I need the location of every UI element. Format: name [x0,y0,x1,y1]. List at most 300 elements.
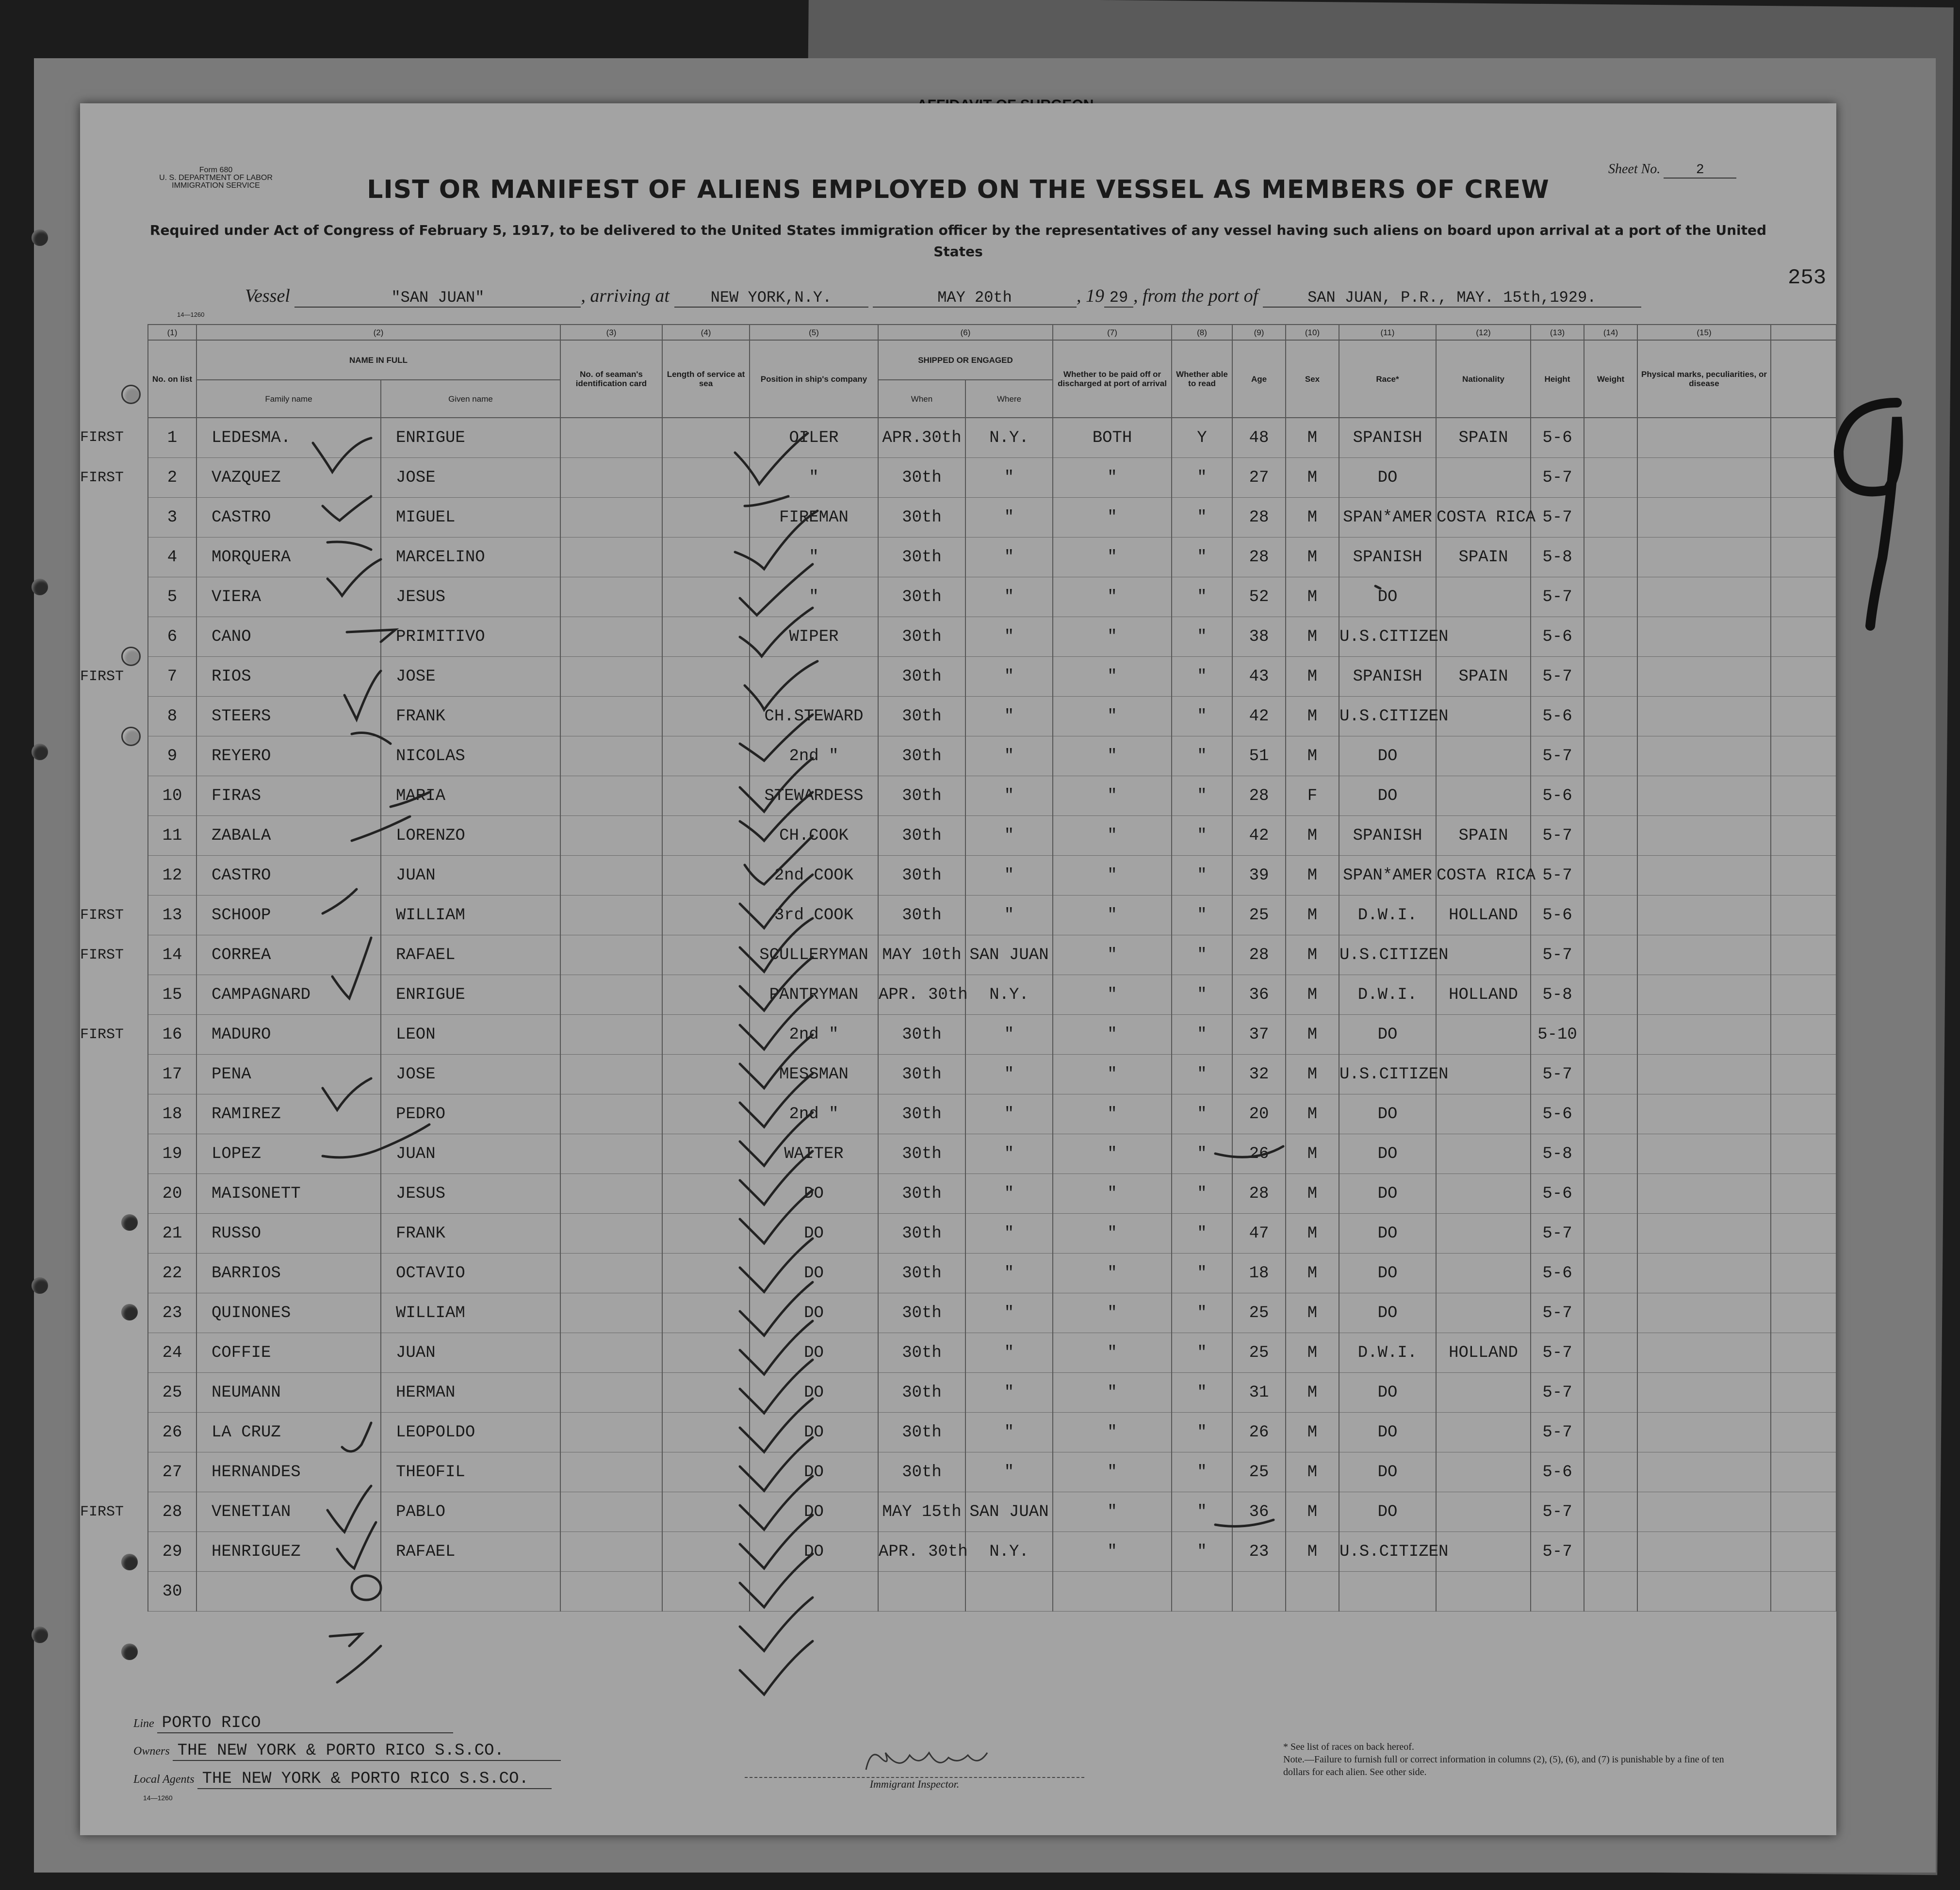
row-weight [1584,1254,1637,1293]
row-number: 26 [148,1413,196,1452]
row-number: 3 [148,498,196,538]
table-row [80,1532,1836,1572]
table-row [80,975,1836,1015]
col-num-13: (13) [1531,325,1584,340]
vessel-label: Vessel [245,286,290,306]
row-nationality [1436,617,1531,657]
row-position: DO [750,1492,878,1532]
form-number: Form 680 U. S. DEPARTMENT OF LABOR IMMIGRATION SERVICE [159,166,273,190]
col-num-3: (3) [560,325,662,340]
row-seaman-card [560,577,662,617]
row-able-read: " [1172,657,1232,697]
row-family-name: CORREA [196,935,381,975]
row-able-read: " [1172,896,1232,935]
row-given-name: PEDRO [381,1094,560,1134]
row-nationality [1436,1492,1531,1532]
row-where: " [965,498,1053,538]
arrival-year: 29 [1104,289,1133,308]
row-age: 42 [1232,816,1286,856]
row-when: 30th [878,1293,965,1333]
table-row [80,538,1836,577]
row-weight [1584,935,1637,975]
row-weight [1584,697,1637,736]
row-age: 28 [1232,538,1286,577]
row-given-name: JOSE [381,1055,560,1094]
table-row [80,896,1836,935]
row-height: 5-8 [1531,538,1584,577]
row-length-service [662,1134,750,1174]
table-row [80,1134,1836,1174]
row-height: 5-7 [1531,1333,1584,1373]
row-mark: FIRST [80,1492,148,1532]
row-physical-marks [1637,1333,1771,1373]
row-family-name: COFFIE [196,1333,381,1373]
row-family-name: HENRIGUEZ [196,1532,381,1572]
row-physical-marks [1637,1055,1771,1094]
row-race: SPANISH [1339,816,1436,856]
row-mark [80,1134,148,1174]
table-row [80,498,1836,538]
row-number: 27 [148,1452,196,1492]
row-race: DO [1339,1015,1436,1055]
row-mark [80,1333,148,1373]
row-nationality: HOLLAND [1436,1333,1531,1373]
row-number: 23 [148,1293,196,1333]
row-physical-marks [1637,1532,1771,1572]
row-height: 5-6 [1531,1254,1584,1293]
row-seaman-card [560,1293,662,1333]
row-paid-off: " [1053,498,1172,538]
row-given-name: ENRIGUE [381,975,560,1015]
footer-notes [1283,1741,1744,1778]
row-weight [1584,1413,1637,1452]
row-mark [80,1214,148,1254]
row-physical-marks [1637,538,1771,577]
row-seaman-card [560,1413,662,1452]
row-able-read: " [1172,1333,1232,1373]
row-extra [1771,1134,1836,1174]
row-race: DO [1339,1214,1436,1254]
row-nationality: SPAIN [1436,816,1531,856]
row-height: 5-7 [1531,657,1584,697]
row-length-service [662,776,750,816]
row-number: 9 [148,736,196,776]
row-number: 13 [148,896,196,935]
row-nationality [1436,458,1531,498]
row-given-name: PABLO [381,1492,560,1532]
row-where: " [965,896,1053,935]
row-paid-off: BOTH [1053,418,1172,458]
footer-agents: Local Agents THE NEW YORK & PORTO RICO S.S.CO. [133,1770,552,1789]
vessel-name: "SAN JUAN" [294,289,581,308]
col-paid-off: Whether to be paid off or discharged at port of arrival [1053,340,1172,418]
row-weight [1584,1015,1637,1055]
row-paid-off: " [1053,577,1172,617]
col-length-service: Length of service at sea [662,340,750,418]
row-family-name: QUINONES [196,1293,381,1333]
col-shipped: SHIPPED OR ENGAGED [878,340,1053,380]
table-row [80,816,1836,856]
row-when: 30th [878,458,965,498]
row-age: 27 [1232,458,1286,498]
row-number: 19 [148,1134,196,1174]
row-race: DO [1339,1174,1436,1214]
col-num-5: (5) [750,325,878,340]
row-when: 30th [878,816,965,856]
col-seaman-card: No. of seaman's identification card [560,340,662,418]
row-family-name: STEERS [196,697,381,736]
row-weight [1584,776,1637,816]
row-age: 31 [1232,1373,1286,1413]
row-race: D.W.I. [1339,896,1436,935]
row-mark: FIRST [80,896,148,935]
row-height: 5-7 [1531,1532,1584,1572]
row-seaman-card [560,816,662,856]
row-when: 30th [878,697,965,736]
row-where: " [965,617,1053,657]
row-able-read: " [1172,856,1232,896]
row-height: 5-6 [1531,418,1584,458]
row-sex: M [1286,1492,1339,1532]
row-when: 30th [878,1452,965,1492]
vessel-line [245,285,1641,308]
owners-value: THE NEW YORK & PORTO RICO S.S.CO. [173,1742,561,1761]
punch-hole [32,1627,48,1643]
row-weight [1584,856,1637,896]
row-weight [1584,816,1637,856]
row-weight [1584,1532,1637,1572]
row-height: 5-7 [1531,816,1584,856]
row-weight [1584,617,1637,657]
arrival-port: NEW YORK,N.Y. [674,289,868,308]
row-age: 42 [1232,697,1286,736]
row-where: " [965,1134,1053,1174]
row-number: 15 [148,975,196,1015]
row-extra [1771,1094,1836,1134]
row-when [878,1572,965,1612]
row-sex: M [1286,1373,1339,1413]
row-where: " [965,1452,1053,1492]
row-mark: FIRST [80,1015,148,1055]
row-paid-off: " [1053,1333,1172,1373]
row-weight [1584,1373,1637,1413]
row-family-name: MADURO [196,1015,381,1055]
row-mark [80,975,148,1015]
row-number: 22 [148,1254,196,1293]
row-height: 5-7 [1531,1293,1584,1333]
col-num-9: (9) [1232,325,1286,340]
table-row [80,1015,1836,1055]
row-weight [1584,1094,1637,1134]
col-physical-marks: Physical marks, peculiarities, or disease [1637,340,1771,418]
row-extra [1771,856,1836,896]
row-physical-marks [1637,1214,1771,1254]
row-sex: F [1286,776,1339,816]
row-position [750,657,878,697]
row-race: D.W.I. [1339,1333,1436,1373]
row-position: " [750,538,878,577]
row-paid-off: " [1053,1532,1172,1572]
row-extra [1771,697,1836,736]
row-able-read: " [1172,498,1232,538]
row-when: 30th [878,1015,965,1055]
row-extra [1771,975,1836,1015]
row-age: 36 [1232,975,1286,1015]
row-where: " [965,776,1053,816]
row-number: 4 [148,538,196,577]
row-age [1232,1572,1286,1612]
row-race: U.S.CITIZEN [1339,1532,1436,1572]
row-physical-marks [1637,1015,1771,1055]
table-row [80,1373,1836,1413]
row-physical-marks [1637,736,1771,776]
row-sex: M [1286,736,1339,776]
row-family-name: RUSSO [196,1214,381,1254]
footer-line: Line PORTO RICO [133,1714,453,1733]
row-able-read: " [1172,1452,1232,1492]
row-physical-marks [1637,1413,1771,1452]
row-number: 20 [148,1174,196,1214]
row-nationality [1436,935,1531,975]
row-where: " [965,1254,1053,1293]
row-age: 25 [1232,1293,1286,1333]
row-mark [80,617,148,657]
row-number: 12 [148,856,196,896]
row-length-service [662,736,750,776]
row-family-name: VIERA [196,577,381,617]
row-length-service [662,896,750,935]
col-num-10: (10) [1286,325,1339,340]
row-when: 30th [878,856,965,896]
sheet-label: Sheet No. [1608,162,1661,177]
row-extra [1771,1373,1836,1413]
row-able-read: " [1172,458,1232,498]
row-physical-marks [1637,896,1771,935]
row-extra [1771,1015,1836,1055]
row-nationality [1436,697,1531,736]
row-mark [80,697,148,736]
row-sex: M [1286,1293,1339,1333]
row-position [750,1572,878,1612]
row-paid-off: " [1053,896,1172,935]
row-physical-marks [1637,1492,1771,1532]
row-weight [1584,1055,1637,1094]
page-subtitle: Required under Act of Congress of February 5, 1917, to be delivered to the United States immigration officer by the representatives of any vessel having such aliens on board upon arrival at a port of the United States [149,222,1767,260]
row-number: 16 [148,1015,196,1055]
row-length-service [662,1174,750,1214]
row-age: 28 [1232,498,1286,538]
row-sex: M [1286,856,1339,896]
row-when: 30th [878,1134,965,1174]
departure-port: SAN JUAN, P.R., MAY. 15th,1929. [1263,289,1641,308]
row-family-name: RIOS [196,657,381,697]
note-races: * See list of races on back hereof. [1283,1742,1414,1752]
row-number: 21 [148,1214,196,1254]
row-when: 30th [878,896,965,935]
row-paid-off: " [1053,1413,1172,1452]
row-weight [1584,1293,1637,1333]
row-given-name: JESUS [381,1174,560,1214]
row-length-service [662,856,750,896]
row-position: MESSMAN [750,1055,878,1094]
table-row [80,617,1836,657]
row-age: 47 [1232,1214,1286,1254]
row-height: 5-6 [1531,1452,1584,1492]
row-age: 25 [1232,1452,1286,1492]
row-age: 28 [1232,776,1286,816]
row-race: DO [1339,1452,1436,1492]
row-sex: M [1286,577,1339,617]
row-family-name: MAISONETT [196,1174,381,1214]
row-nationality [1436,1532,1531,1572]
col-position: Position in ship's company [750,340,878,418]
row-extra [1771,1055,1836,1094]
row-age: 28 [1232,935,1286,975]
row-sex: M [1286,1532,1339,1572]
row-seaman-card [560,1373,662,1413]
row-number: 28 [148,1492,196,1532]
row-family-name: SCHOOP [196,896,381,935]
row-race: DO [1339,1492,1436,1532]
row-length-service [662,697,750,736]
row-where: " [965,538,1053,577]
row-seaman-card [560,1214,662,1254]
row-seaman-card [560,896,662,935]
row-age: 20 [1232,1094,1286,1134]
row-able-read: " [1172,935,1232,975]
row-when: 30th [878,1174,965,1214]
row-race: DO [1339,1134,1436,1174]
footer-owners: Owners THE NEW YORK & PORTO RICO S.S.CO. [133,1742,561,1761]
row-extra [1771,1413,1836,1452]
row-seaman-card [560,1333,662,1373]
row-nationality: HOLLAND [1436,896,1531,935]
row-family-name: NEUMANN [196,1373,381,1413]
row-extra [1771,1293,1836,1333]
row-physical-marks [1637,1254,1771,1293]
form-code: 14—1260 [177,311,205,318]
row-nationality [1436,1373,1531,1413]
row-race: DO [1339,1094,1436,1134]
col-num-7: (7) [1053,325,1172,340]
row-weight [1584,498,1637,538]
row-when: 30th [878,498,965,538]
row-seaman-card [560,617,662,657]
row-family-name: BARRIOS [196,1254,381,1293]
col-num-11: (11) [1339,325,1436,340]
row-position: 3rd COOK [750,896,878,935]
row-given-name: PRIMITIVO [381,617,560,657]
arriving-label: , arriving at [581,286,670,306]
row-weight [1584,736,1637,776]
col-num-6: (6) [878,325,1053,340]
row-paid-off: " [1053,935,1172,975]
row-paid-off: " [1053,538,1172,577]
row-seaman-card [560,776,662,816]
row-length-service [662,1015,750,1055]
col-num-12: (12) [1436,325,1531,340]
row-seaman-card [560,418,662,458]
row-position: DO [750,1254,878,1293]
row-able-read: " [1172,1254,1232,1293]
row-race: DO [1339,1373,1436,1413]
row-when: 30th [878,1094,965,1134]
table-row [80,1094,1836,1134]
row-extra [1771,1174,1836,1214]
row-number: 25 [148,1373,196,1413]
note-penalty: Note.—Failure to furnish full or correct information in columns (2), (5), (6), and (7) is punishable by a fine of ten dollars for each alien. See other side. [1283,1754,1724,1777]
col-num-8: (8) [1172,325,1232,340]
row-nationality [1436,1572,1531,1612]
row-paid-off: " [1053,1174,1172,1214]
row-position: DO [750,1174,878,1214]
row-given-name: WILLIAM [381,896,560,935]
row-position: DO [750,1293,878,1333]
row-nationality [1436,736,1531,776]
row-able-read: " [1172,1015,1232,1055]
row-physical-marks [1637,458,1771,498]
row-mark [80,577,148,617]
row-when: 30th [878,736,965,776]
row-when: 30th [878,1373,965,1413]
row-physical-marks [1637,697,1771,736]
row-physical-marks [1637,617,1771,657]
table-row [80,458,1836,498]
row-paid-off: " [1053,697,1172,736]
row-given-name: HERMAN [381,1373,560,1413]
row-paid-off: " [1053,1452,1172,1492]
row-sex: M [1286,1413,1339,1452]
row-given-name: RAFAEL [381,935,560,975]
row-where: " [965,856,1053,896]
row-seaman-card [560,538,662,577]
row-mark [80,1532,148,1572]
row-length-service [662,935,750,975]
row-race [1339,1572,1436,1612]
row-given-name: MIGUEL [381,498,560,538]
row-weight [1584,1492,1637,1532]
row-given-name: JOSE [381,657,560,697]
inspector-signature [745,1743,1084,1778]
row-seaman-card [560,1134,662,1174]
row-length-service [662,816,750,856]
table-row [80,1452,1836,1492]
row-length-service [662,617,750,657]
row-family-name: RAMIREZ [196,1094,381,1134]
row-position: PANTRYMAN [750,975,878,1015]
row-number: 17 [148,1055,196,1094]
row-paid-off: " [1053,975,1172,1015]
row-race: DO [1339,776,1436,816]
row-sex: M [1286,418,1339,458]
row-weight [1584,418,1637,458]
row-position: OILER [750,418,878,458]
row-given-name: JUAN [381,1134,560,1174]
row-sex: M [1286,1333,1339,1373]
row-physical-marks [1637,856,1771,896]
row-height: 5-7 [1531,1492,1584,1532]
row-mark [80,776,148,816]
row-seaman-card [560,697,662,736]
row-sex: M [1286,975,1339,1015]
row-paid-off: " [1053,1214,1172,1254]
page-title: LIST OR MANIFEST OF ALIENS EMPLOYED ON THE VESSEL AS MEMBERS OF CREW [367,175,1550,204]
row-where: " [965,736,1053,776]
row-number: 14 [148,935,196,975]
row-age: 43 [1232,657,1286,697]
row-number: 1 [148,418,196,458]
row-position: WIPER [750,617,878,657]
